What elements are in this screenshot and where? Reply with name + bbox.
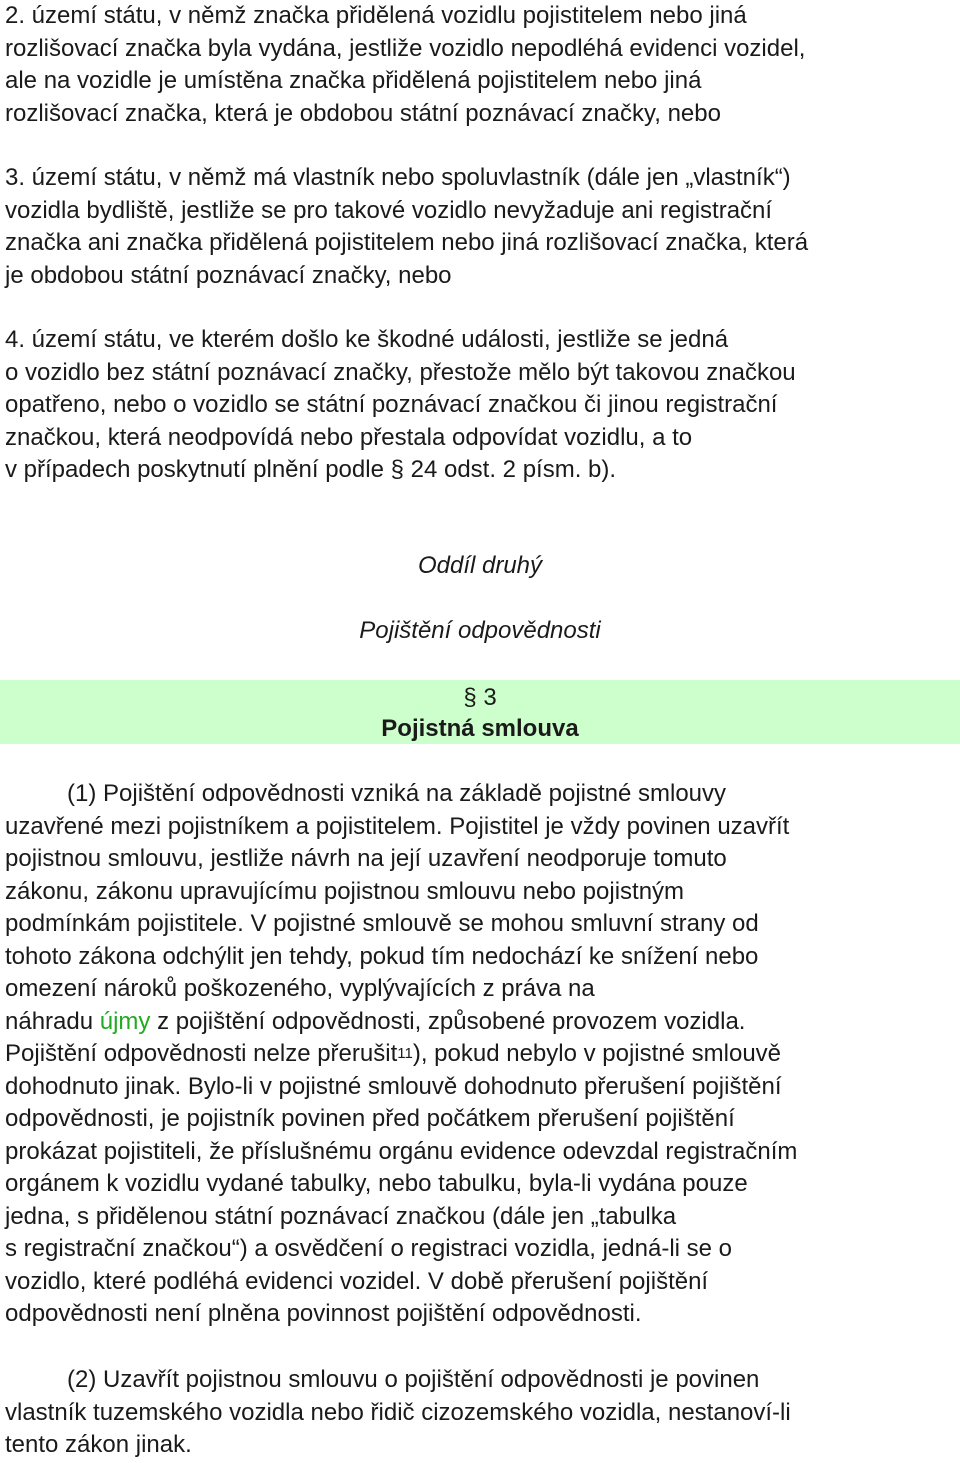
- text-line: jedna, s přidělenou státní poznávací značkou (dále jen „tabulka: [5, 1202, 677, 1230]
- ujmy-link[interactable]: újmy: [99, 1007, 151, 1035]
- paragraph-number: § 3: [463, 684, 497, 711]
- text-line: (1) Pojištění odpovědnosti vzniká na základě pojistné smlouvy: [67, 780, 727, 807]
- text-line: je obdobou státní poznávací značky, nebo: [5, 261, 452, 289]
- section-heading: Pojistná smlouva: [381, 715, 579, 742]
- text-line: podmínkám pojistitele. V pojistné smlouvě se mohou smluvní strany od: [5, 910, 759, 937]
- text-line: vlastník tuzemského vozidla nebo řidič cizozemského vozidla, nestanoví-li: [5, 1398, 791, 1426]
- text-line: vozidlo, které podléhá evidenci vozidel. V době přerušení pojištění: [5, 1267, 709, 1295]
- text-line: rozlišovací značka byla vydána, jestliže vozidlo nepodléhá evidenci vozidel,: [5, 34, 806, 62]
- text-line: s registrační značkou“) a osvědčení o registraci vozidla, jedná-li se o: [5, 1235, 733, 1262]
- text-line: pojistnou smlouvu, jestliže návrh na její uzavření neodporuje tomuto: [5, 845, 727, 872]
- text-line: 4. území státu, ve kterém došlo ke škodné události, jestliže se jedná: [5, 326, 729, 353]
- list-item-2: [5, 0, 955, 130]
- text-line: [5, 1038, 955, 1071]
- paragraph-2: [5, 1364, 955, 1462]
- text-line: 2. území státu, v němž značka přidělená vozidlu pojistitelem nebo jiná: [5, 2, 747, 29]
- text-line: orgánem k vozidlu vydané tabulky, nebo tabulku, byla-li vydána pouze: [5, 1170, 748, 1197]
- text-line: omezení nároků poškozeného, vyplývajících z práva na: [5, 975, 595, 1002]
- text-line: v případech poskytnutí plnění podle § 24 odst. 2 písm. b).: [5, 456, 617, 483]
- section-subtitle: Pojištění odpovědnosti: [359, 617, 601, 644]
- text-line: ale na vozidle je umístěna značka přidělená pojistitelem nebo jiná: [5, 67, 702, 94]
- text-line: tohoto zákona odchýlit jen tehdy, pokud tím nedochází ke snížení nebo: [5, 942, 759, 970]
- text-line: značka ani značka přidělená pojistitelem nebo jiná rozlišovací značka, která: [5, 229, 809, 256]
- text-line: uzavřené mezi pojistníkem a pojistitelem. Pojistitel je vždy povinen uzavřít: [5, 812, 790, 840]
- list-item-3: [5, 162, 955, 292]
- division-title: Oddíl druhý: [417, 552, 543, 579]
- text-segment: z pojištění odpovědnosti, způsobené provozem vozidla.: [150, 1007, 746, 1035]
- text-segment: Pojištění odpovědnosti nelze přerušit: [5, 1040, 398, 1067]
- text-line: [5, 1006, 955, 1039]
- list-item-4: [5, 324, 955, 487]
- text-line: odpovědnosti, je pojistník povinen před počátkem přerušení pojištění: [5, 1105, 735, 1132]
- text-line: dohodnuto jinak. Bylo-li v pojistné smlouvě dohodnuto přerušení pojištění: [5, 1072, 782, 1100]
- text-line: opatřeno, nebo o vozidlo se státní poznávací značkou či jinou registrační: [5, 391, 778, 418]
- text-line: zákonu, zákonu upravujícímu pojistnou smlouvu nebo pojistným: [5, 877, 685, 905]
- paragraph-1: [5, 778, 955, 1331]
- text-line: značkou, která neodpovídá nebo přestala odpovídat vozidlu, a to: [5, 423, 693, 451]
- text-line: (2) Uzavřít pojistnou smlouvu o pojištění odpovědnosti je povinen: [67, 1366, 760, 1393]
- text-line: tento zákon jinak.: [5, 1431, 192, 1458]
- text-segment: náhradu: [5, 1007, 100, 1035]
- text-line: o vozidlo bez státní poznávací značky, přestože mělo být takovou značkou: [5, 358, 796, 386]
- text-line: vozidla bydliště, jestliže se pro takové vozidlo nevyžaduje ani registrační: [5, 196, 773, 224]
- text-line: rozlišovací značka, která je obdobou státní poznávací značky, nebo: [5, 99, 721, 127]
- footnote-reference[interactable]: 11: [397, 1045, 413, 1062]
- text-line: 3. území státu, v němž má vlastník nebo spoluvlastník (dále jen „vlastník“): [5, 164, 791, 191]
- text-line: odpovědnosti není plněna povinnost pojištění odpovědnosti.: [5, 1300, 642, 1327]
- text-segment: ), pokud nebylo v pojistné smlouvě: [412, 1040, 782, 1067]
- text-line: prokázat pojistiteli, že příslušnému orgánu evidence odevzdal registračním: [5, 1137, 798, 1165]
